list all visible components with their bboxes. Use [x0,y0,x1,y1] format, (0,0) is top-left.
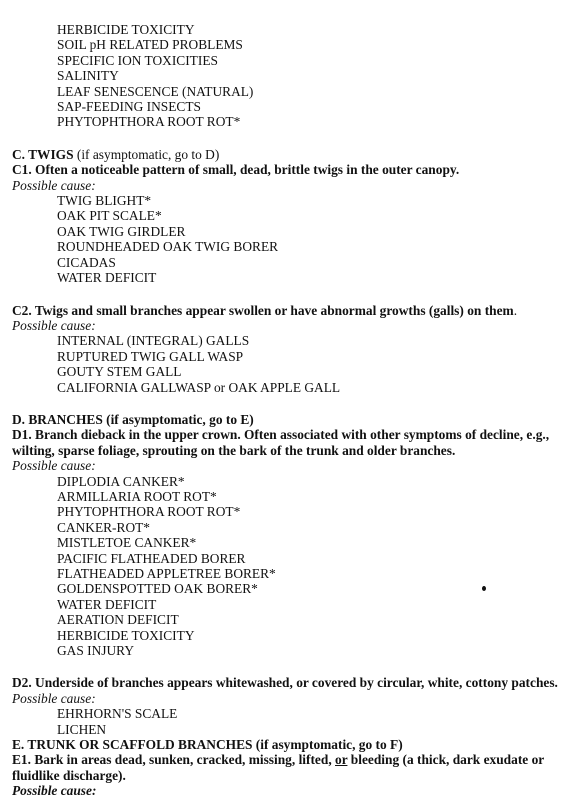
question-e1-text-a: E1. Bark in areas dead, sunken, cracked, missing, lifted, [12,752,336,768]
list-item: INTERNAL (INTEGRAL) GALLS [57,333,250,349]
list-item: SPECIFIC ION TOXICITIES [57,52,218,68]
list-item: DIPLODIA CANKER* [57,473,185,489]
list-item: LICHEN [57,721,107,737]
d2-cause-list [0,706,575,737]
top-cause-list [0,22,575,130]
question-c2-text: C2. Twigs and small branches appear swollen or have abnormal growths (galls) on them [12,302,514,318]
possible-cause-label: Possible cause: [12,783,97,799]
list-item: OAK TWIG GIRDLER [57,223,186,239]
list-item: PHYTOPHTHORA ROOT ROT* [57,504,241,520]
possible-cause-label: Possible cause: [12,177,96,193]
list-item: RUPTURED TWIG GALL WASP [57,348,244,364]
list-item: PHYTOPHTHORA ROOT ROT* [57,114,241,130]
list-item: TWIG BLIGHT* [57,193,152,209]
list-item: GAS INJURY [57,643,135,659]
list-item: CALIFORNIA GALLWASP or OAK APPLE GALL [57,379,341,395]
d1-cause-list [0,474,575,659]
section-c-note: (if asymptomatic, go to D) [73,146,220,162]
list-item: WATER DEFICIT [57,596,157,612]
list-item: OAK PIT SCALE* [57,208,162,224]
possible-cause-label: Possible cause: [12,317,96,333]
possible-cause-label: Possible cause: [12,690,96,706]
list-item: SOIL pH RELATED PROBLEMS [57,37,243,53]
question-d1: D1. Branch dieback in the upper crown. Often associated with other symptoms of decline, e.g., wilting, sparse foliage, sprouting on the bark of the trunk and older branches. [12,427,550,458]
c2-cause-list [0,333,575,395]
list-item: WATER DEFICIT [57,270,157,286]
list-item: PACIFIC FLATHEADED BORER [57,550,246,566]
list-item: GOLDENSPOTTED OAK BORER* [57,581,258,597]
question-e1-text-b: bleeding (a thick, dark exudate or fluidlike discharge). [12,752,544,783]
list-item: GOUTY STEM GALL [57,364,182,380]
question-e1 [12,752,567,783]
list-item: CANKER-ROT* [57,519,150,535]
list-item: FLATHEADED APPLETREE BORER* [57,566,276,581]
list-item: CICADAS [57,254,116,270]
question-d2: D2. Underside of branches appears whitewashed, or covered by circular, white, cottony patches. [12,675,558,691]
list-item: LEAF SENESCENCE (NATURAL) [57,83,254,99]
list-item: SALINITY [57,68,119,84]
list-item: ROUNDHEADED OAK TWIG BORER [57,239,279,255]
question-c2-end: . [513,302,518,318]
list-item: AERATION DEFICIT [57,612,179,628]
scan-speck [482,586,486,591]
list-item: HERBICIDE TOXICITY [57,22,195,37]
list-item: MISTLETOE CANKER* [57,535,197,551]
question-c1: C1. Often a noticeable pattern of small, dead, brittle twigs in the outer canopy. [12,162,460,178]
section-c-heading [12,147,575,162]
section-c-title: C. TWIGS [12,146,74,162]
section-e-heading: E. TRUNK OR SCAFFOLD BRANCHES (if asymptomatic, go to F) [12,737,403,753]
c1-cause-list [0,193,575,285]
section-d-heading: D. BRANCHES (if asymptomatic, go to E) [12,411,254,427]
question-e1-underlined: or [335,752,348,768]
list-item: EHRHORN'S SCALE [57,706,178,722]
possible-cause-label: Possible cause: [12,458,96,474]
list-item: SAP-FEEDING INSECTS [57,99,201,115]
list-item: HERBICIDE TOXICITY [57,627,195,643]
list-item: ARMILLARIA ROOT ROT* [57,488,217,504]
question-c2 [12,303,567,318]
